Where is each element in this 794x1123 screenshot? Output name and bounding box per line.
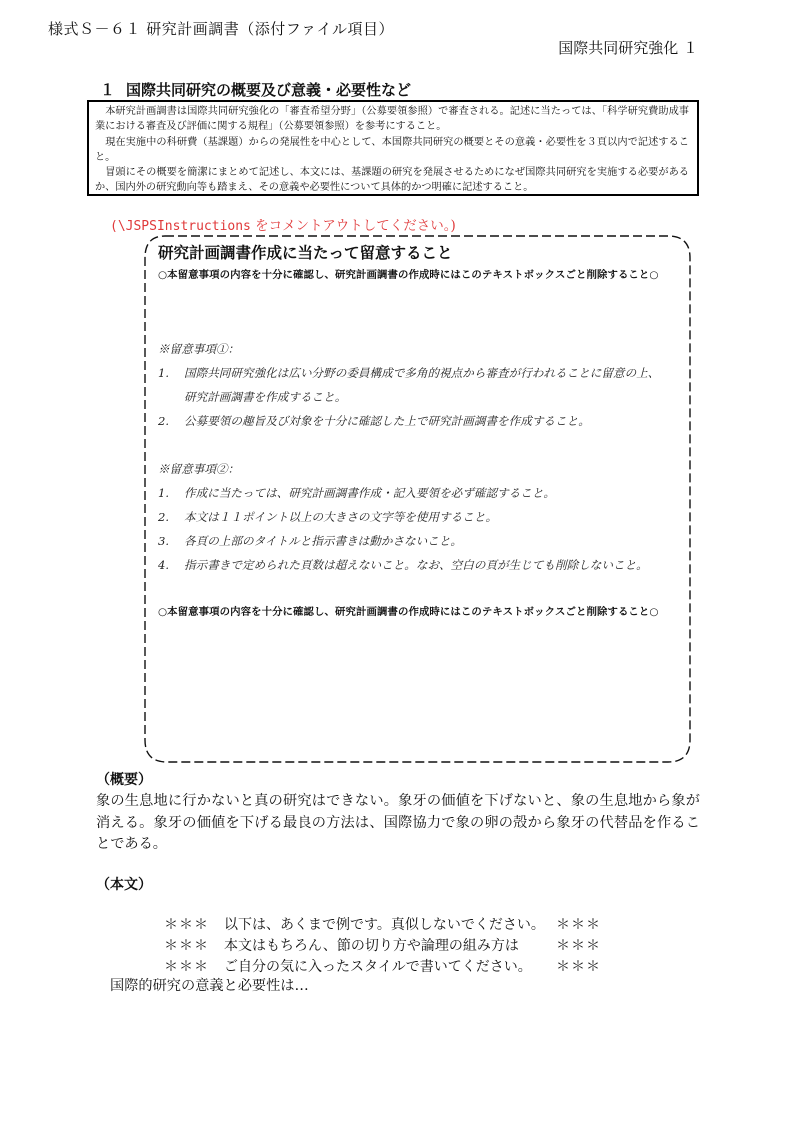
notice-item: 1. 作成に当たっては、研究計画調書作成・記入要領を必ず確認すること。 — [158, 486, 556, 500]
notice-group2-heading: ※留意事項②： — [158, 462, 240, 476]
notice-group1-heading: ※留意事項①： — [158, 342, 240, 356]
instruction-paragraph: 本研究計画調書は国際共同研究強化の「審査希望分野」（公募要領参照）で審査される。記述に当たっては、「科学研究費助成事業における審査及び評価に関する規程」（公募要領参照）を参考にすること。 — [95, 106, 689, 133]
body-label: （本文） — [96, 877, 152, 893]
notice-item: 3. 各頁の上部のタイトルと指示書きは動かさないこと。 — [158, 534, 463, 548]
notice-item: 2. 公募要領の趣旨及び対象を十分に確認した上で研究計画調書を作成すること。 — [158, 414, 590, 428]
comment-out-note — [110, 214, 456, 234]
instruction-paragraph: 冒頭にその概要を簡潔にまとめて記述し、本文には、基課題の研究を発展させるためになぜ国際共同研究を実施する必要があるか、国内外の研究動向等も踏まえ、その意義や必要性について具体的かつ明確に記述すること。 — [95, 167, 689, 194]
notice-item: 2. 本文は１１ポイント以上の大きさの文字等を使用すること。 — [158, 510, 498, 524]
example-notice-line: ＊＊＊ 以下は、あくまで例です。真似しないでください。 ＊＊＊ — [164, 917, 601, 933]
body-first-line: 国際的研究の意義と必要性は… — [110, 978, 309, 994]
instruction-box — [87, 100, 699, 196]
example-notice-line: ＊＊＊ 本文はもちろん、節の切り方や論理の組み方は ＊＊＊ — [164, 938, 601, 954]
section-heading — [100, 79, 411, 100]
notice-item: 1. 国際共同研究強化は広い分野の委員構成で多角的視点から審査が行われることに留意の上、 — [158, 366, 660, 380]
summary-label: （概要） — [96, 772, 152, 788]
example-notice-line: ＊＊＊ ご自分の気に入ったスタイルで書いてください。 ＊＊＊ — [164, 959, 601, 975]
latex-command: (\JSPSInstructions — [110, 219, 251, 234]
instruction-paragraph: 現在実施中の科研費（基課題）からの発展性を中心として、本国際共同研究の概要とその意義・必要性を３頁以内で記述すること。 — [95, 136, 689, 163]
notice-item-continuation: 研究計画調書を作成すること。 — [184, 390, 347, 404]
section-number: １ — [100, 81, 116, 99]
summary-text: 象の生息地に行かないと真の研究はできない。象牙の価値を下げないと、象の生息地から象が消える。象牙の価値を下げる最良の方法は、国際協力で象の卵の殻から象牙の代替品を作ることである。 — [96, 793, 700, 852]
notice-banner-bottom: ○本留意事項の内容を十分に確認し、研究計画調書の作成時にはこのテキストボックスごと削除すること○ — [158, 606, 659, 618]
notice-title: 研究計画調書作成に当たって留意すること — [158, 244, 453, 262]
comment-out-text: をコメントアウトしてください。) — [250, 218, 456, 234]
notice-banner-top: ○本留意事項の内容を十分に確認し、研究計画調書の作成時にはこのテキストボックスごと削除すること○ — [158, 269, 659, 281]
section-title: 国際共同研究の概要及び意義・必要性など — [126, 81, 412, 99]
form-label: 様式Ｓ－６１ 研究計画調書（添付ファイル項目） — [48, 20, 394, 38]
notice-item: 4. 指示書きで定められた頁数は超えないこと。なお、空白の頁が生じても削除しないこと。 — [158, 558, 648, 572]
page-tag: 国際共同研究強化 １ — [558, 39, 698, 57]
